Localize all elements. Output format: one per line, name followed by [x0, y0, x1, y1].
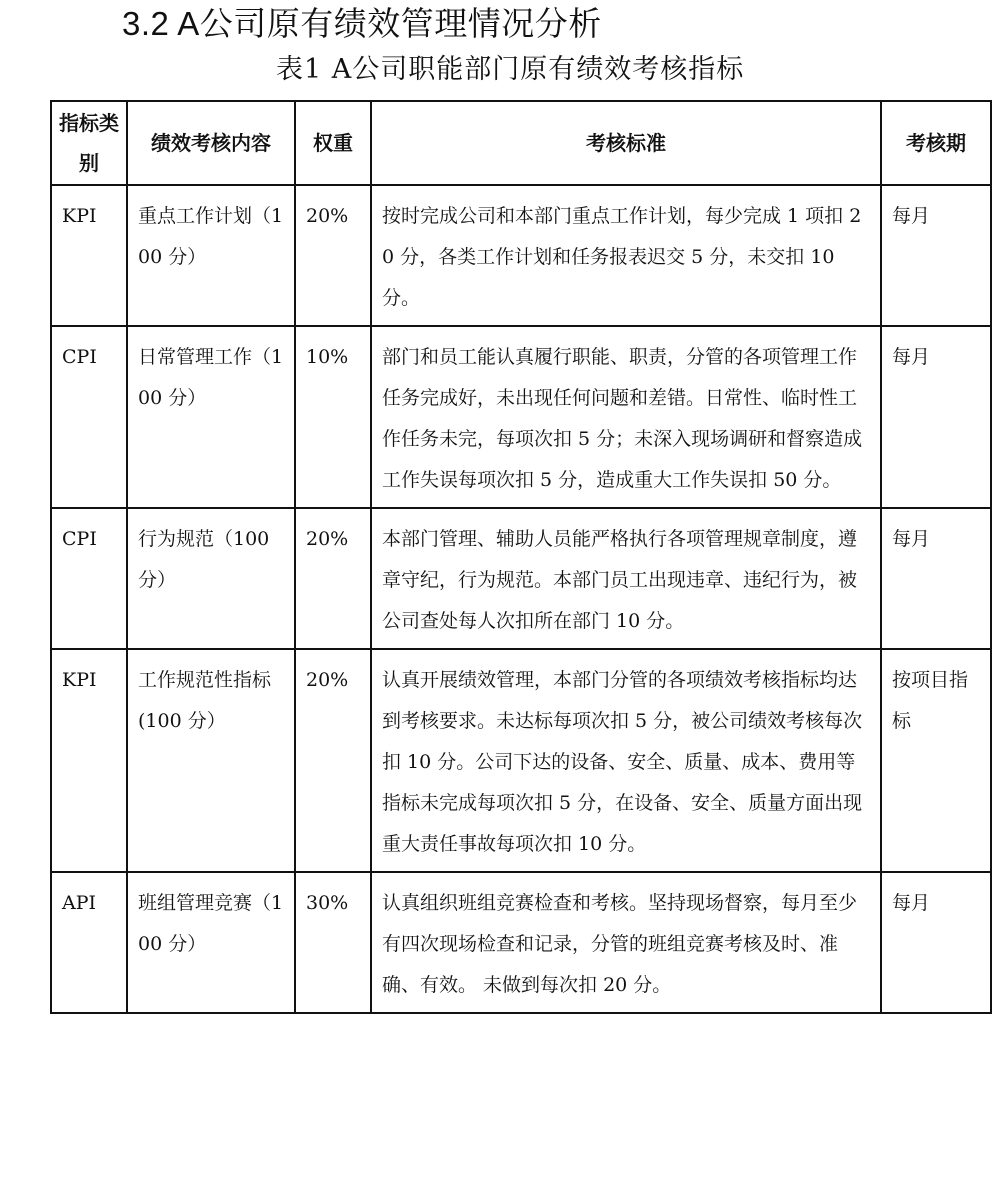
table-row — [51, 508, 991, 649]
table-row — [51, 326, 991, 508]
cell-standard: 按时完成公司和本部门重点工作计划，每少完成 1 项扣 20 分，各类工作计划和任务报表迟交 5 分，未交扣 10 分。 — [371, 185, 881, 326]
header-content: 绩效考核内容 — [127, 101, 295, 185]
cell-weight: 20% — [295, 649, 371, 872]
cell-content: 工作规范性指标(100 分） — [127, 649, 295, 872]
cell-category: CPI — [51, 508, 127, 649]
section-heading: 3.2 A公司原有绩效管理情况分析 — [122, 5, 602, 42]
cell-category: API — [51, 872, 127, 1013]
cell-weight: 30% — [295, 872, 371, 1013]
header-category: 指标类别 — [51, 101, 127, 185]
cell-standard: 认真开展绩效管理，本部门分管的各项绩效考核指标均达到考核要求。未达标每项次扣 5 分，被公司绩效考核每次扣 10 分。公司下达的设备、安全、质量、成本、费用等指标未完成每项次扣 5 分，在设备、安全、质量方面出现重大责任事故每项次扣 10 分。 — [371, 649, 881, 872]
cell-period: 每月 — [881, 326, 991, 508]
cell-category: KPI — [51, 185, 127, 326]
cell-standard: 认真组织班组竞赛检查和考核。坚持现场督察，每月至少有四次现场检查和记录，分管的班组竞赛考核及时、准确、有效。 未做到每次扣 20 分。 — [371, 872, 881, 1013]
cell-standard: 部门和员工能认真履行职能、职责，分管的各项管理工作任务完成好，未出现任何问题和差错。日常性、临时性工作任务未完，每项次扣 5 分；未深入现场调研和督察造成工作失误每项次扣 5 分，造成重大工作失误扣 50 分。 — [371, 326, 881, 508]
cell-content: 日常管理工作（100 分） — [127, 326, 295, 508]
header-weight: 权重 — [295, 101, 371, 185]
cell-period: 按项目指标 — [881, 649, 991, 872]
cell-period: 每月 — [881, 508, 991, 649]
table-row — [51, 185, 991, 326]
table-caption: 表1 A公司职能部门原有绩效考核指标 — [276, 54, 745, 85]
cell-content: 班组管理竞赛（100 分） — [127, 872, 295, 1013]
table-row — [51, 872, 991, 1013]
header-period: 考核期 — [881, 101, 991, 185]
kpi-table — [50, 100, 992, 1014]
table-header-row — [51, 101, 991, 185]
cell-category: KPI — [51, 649, 127, 872]
table-row — [51, 649, 991, 872]
cell-standard: 本部门管理、辅助人员能严格执行各项管理规章制度，遵章守纪，行为规范。本部门员工出现违章、违纪行为，被公司查处每人次扣所在部门 10 分。 — [371, 508, 881, 649]
cell-period: 每月 — [881, 185, 991, 326]
header-standard: 考核标准 — [371, 101, 881, 185]
cell-category: CPI — [51, 326, 127, 508]
cell-weight: 20% — [295, 508, 371, 649]
cell-content: 行为规范（100 分） — [127, 508, 295, 649]
cell-content: 重点工作计划（100 分） — [127, 185, 295, 326]
cell-period: 每月 — [881, 872, 991, 1013]
cell-weight: 10% — [295, 326, 371, 508]
cell-weight: 20% — [295, 185, 371, 326]
